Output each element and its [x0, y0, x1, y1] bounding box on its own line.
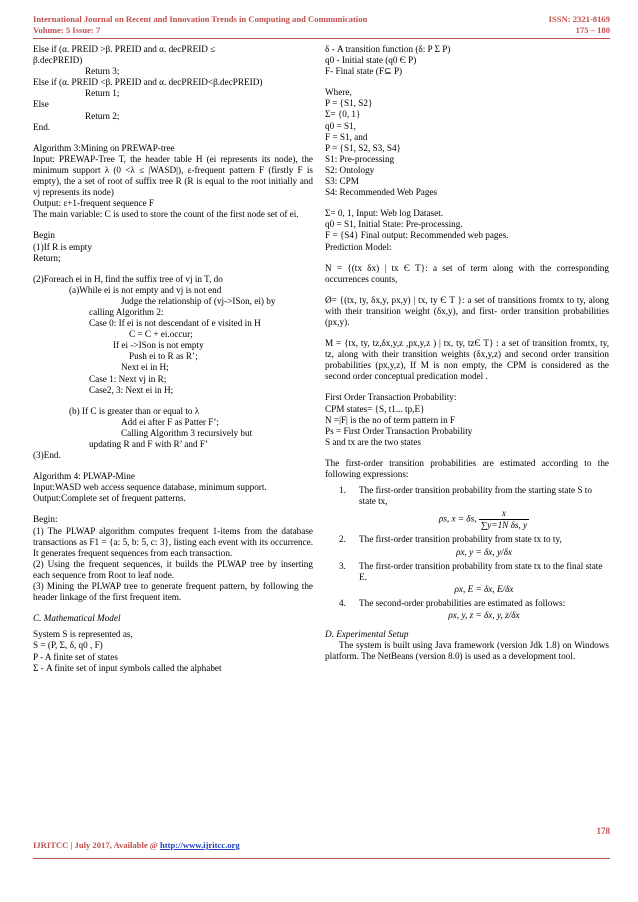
estimation-intro: The first-order transition probabilities are estimated according to the following expressions: — [325, 457, 609, 479]
journal-volume: Volume: 5 Issue: 7 — [33, 25, 101, 35]
algo-line: Begin: — [33, 514, 58, 525]
text-line: P = {S1, S2} — [325, 98, 373, 109]
list-number: 4. — [339, 597, 346, 608]
list-text: The first-order transition probability from the starting state S to state tx, — [359, 485, 592, 507]
text-line: CPM states= {S, t1... tp,E} — [325, 403, 425, 414]
text-line: End. — [33, 121, 51, 132]
algo-line: C = C + ei.occur; — [129, 329, 193, 340]
formula: ρx, y = δx, y/δx — [456, 546, 512, 557]
algo-line: Begin — [33, 230, 55, 241]
text-line: Σ= {0, 1} — [325, 109, 361, 120]
algo-line: (3)End. — [33, 450, 61, 461]
algo-line: updating R and F with R’ and F’ — [89, 439, 209, 449]
algo-line: Case 1: Next vj in R; — [89, 373, 167, 384]
algo-line: (a)While ei is not empty and vj is not end — [69, 284, 222, 295]
algo-line: (b) If C is greater than or equal to λ — [69, 405, 200, 416]
right-column — [325, 44, 609, 662]
text-line: F = {S4} Final output: Recommended web pages. — [325, 230, 509, 241]
fraction-denominator: ∑y=1N δs, y — [480, 520, 528, 531]
list-item — [325, 485, 609, 531]
text-line: δ - A transition function (δ: P Σ P) — [325, 44, 451, 54]
left-column — [33, 44, 313, 674]
algo-line: Case 0: If ei is not descendant of e visited in H — [89, 318, 261, 329]
journal-link[interactable]: http://www.ijritcc.org — [159, 840, 240, 850]
text-line: q0 = S1, Initial State: Pre-processing. — [325, 219, 463, 230]
text-line: Return 2; — [85, 110, 120, 121]
page-number: 178 — [596, 826, 610, 836]
formula: ρs, x = δs, $\frac{x}{\text{∑y=1N δs, y}}$ — [438, 508, 528, 531]
algo-line: (2)Foreach ei in H, find the suffix tree of vj in T, do — [33, 273, 223, 284]
fraction — [479, 508, 529, 531]
text-line: Else if (α. PREID >β. PREID and α. decPREID ≤ — [33, 44, 216, 54]
text-line: N =|F| is the no of term pattern in F — [325, 414, 456, 425]
text-line: P - A finite set of states — [33, 651, 118, 662]
header-rule — [33, 38, 610, 39]
footer-text: IJRITCC | July 2017, Available @ — [33, 840, 160, 850]
list-item — [325, 598, 609, 621]
text-line: Σ= 0, 1, Input: Web log Dataset. — [325, 208, 444, 219]
text-line: β.decPREID) — [33, 55, 83, 66]
algo-line: Add ei after F as Patter F’; — [121, 416, 219, 427]
algorithm-4-input: Input:WASD web access sequence database, minimum support. — [33, 482, 267, 493]
definition-phi: Ø= {(tx, ty, δx,y, px,y) | tx, ty Є T }: a set of transitions fromtx to ty, along with their transition weight (δx,y), and first- order transition probabilities (px,y). — [325, 294, 609, 327]
text-line: S = (P, Σ, δ, q0 , F) — [33, 640, 103, 651]
list-text: The first-order transition probability from state tx to ty, — [359, 534, 562, 545]
algo-line: Return; — [33, 252, 61, 263]
formula: ρx, E = δx, E/δx — [454, 583, 514, 594]
algo-line: Calling Algorithm 3 recursively but — [121, 427, 253, 438]
algorithm-3-title: Algorithm 3:Mining on PREWAP-tree — [33, 142, 175, 153]
algorithm-4-step-2: (2) Using the frequent sequences, it builds the PLWAP tree by inserting each sequence from Root to leaf node. — [33, 558, 313, 580]
list-item — [325, 534, 609, 557]
journal-issn: ISSN: 2321-8169 — [548, 14, 610, 24]
text-line: q0 - Initial state (q0 Є P) — [325, 55, 417, 66]
definition-m: M = {tx, ty, tz,δx,y,z ,px,y,z ) | tx, ty, tzЄ T} : a set of transition fromtx, ty, tz, along with their transition weights (δx,y,z) and second order transition probabilities (px,y,z), If M is non empty, the CPM is considered as the second order conceptual predication model . — [325, 338, 609, 382]
text-line: F = S1, and — [325, 131, 368, 142]
text-line: First Order Transaction Probability: — [325, 392, 457, 403]
text-line: Return 1; — [85, 88, 120, 99]
list-number: 1. — [339, 485, 346, 496]
algorithm-4-title: Algorithm 4: PLWAP-Mine — [33, 471, 135, 482]
algo-line: (1)If R is empty — [33, 241, 92, 252]
text-line: Ps = First Order Transaction Probability — [325, 425, 473, 436]
page-range: 175 – 180 — [575, 25, 610, 35]
list-text: The second-order probabilities are estimated as follows: — [359, 597, 566, 608]
algorithm-3-mainvar: The main variable: C is used to store the count of the first node set of ei. — [33, 209, 299, 220]
algorithm-3-output: Output: ε+1-frequent sequence F — [33, 198, 155, 209]
algo-line: Case2, 3: Next ei in H; — [89, 384, 174, 395]
text-line: Where, — [325, 87, 352, 98]
page-header — [33, 14, 610, 44]
algorithm-3-input: Input: PREWAP-Tree T, the header table H (ei represents its node), the minimum support λ (0 <λ ≤ |WASD|), ε-frequent pattern F (firstly F is empty), the a set of root of suffix tree R (R is equal to the root initially and vj represents its node) — [33, 153, 313, 198]
text-line: S4: Recommended Web Pages — [325, 187, 438, 198]
list-item — [325, 561, 609, 595]
text-line: S2: Ontology — [325, 164, 375, 175]
text-line: q0 = S1, — [325, 120, 356, 131]
list-text: The first-order transition probability from state tx to the final state E. — [359, 560, 603, 582]
journal-title: International Journal on Recent and Innovation Trends in Computing and Communication — [33, 14, 368, 24]
algo-line: calling Algorithm 2: — [89, 306, 164, 317]
list-number: 3. — [339, 560, 346, 571]
algorithm-4-step-1: (1) The PLWAP algorithm computes frequent 1-items from the database transactions as F1 = {a: 5, b: 5, c: 3}, listing each event with its occurrence. It generates frequent sequences from each transaction. — [33, 525, 313, 558]
text-line: S1: Pre-processing — [325, 153, 395, 164]
text-line: S3: CPM — [325, 176, 359, 187]
text-line: Σ - A finite set of input symbols called the alphabet — [33, 662, 222, 673]
setup-paragraph: The system is built using Java framework (version Jdk 1.8) on Windows platform. The NetBeans (version 8.0) is used as a development tool. — [325, 640, 609, 662]
algorithm-4-output: Output:Complete set of frequent patterns. — [33, 493, 186, 504]
section-heading-d: D. Experimental Setup — [325, 629, 409, 640]
section-heading-c: C. Mathematical Model — [33, 613, 121, 624]
algo-line: Judge the relationship of (vj->ISon, ei) by — [121, 295, 276, 306]
text-line: F- Final state (F⊆ P) — [325, 66, 403, 77]
algo-line: If ei ->ISon is not empty — [113, 340, 204, 351]
algo-line: Next ei in H; — [121, 362, 169, 373]
footer-rule — [33, 858, 610, 859]
list-number: 2. — [339, 534, 346, 545]
fraction-numerator: x — [479, 508, 529, 520]
text-line: Return 3; — [85, 66, 120, 77]
text-line: System S is represented as, — [33, 629, 133, 640]
formula: ρx, y, z = δx, y, z/δx — [448, 610, 520, 621]
definition-n: N = {(tx δx) | tx Є T}: a set of term along with the corresponding occurrences counts, — [325, 262, 609, 284]
text-line: Else if (α. PREID <β. PREID and α. decPREID<β.decPREID) — [33, 77, 263, 88]
text-line: S and tx are the two states — [325, 436, 421, 447]
page-footer — [33, 840, 240, 850]
algorithm-4-step-3: (3) Mining the PLWAP tree to generate frequent pattern, by following the header linkage of the first frequent item. — [33, 581, 313, 603]
probability-list — [325, 485, 609, 621]
text-line: Else — [33, 99, 49, 110]
algo-line: Push ei to R as R’; — [129, 351, 198, 362]
text-line: P = {S1, S2, S3, S4} — [325, 142, 401, 153]
text-line: Prediction Model: — [325, 241, 392, 252]
